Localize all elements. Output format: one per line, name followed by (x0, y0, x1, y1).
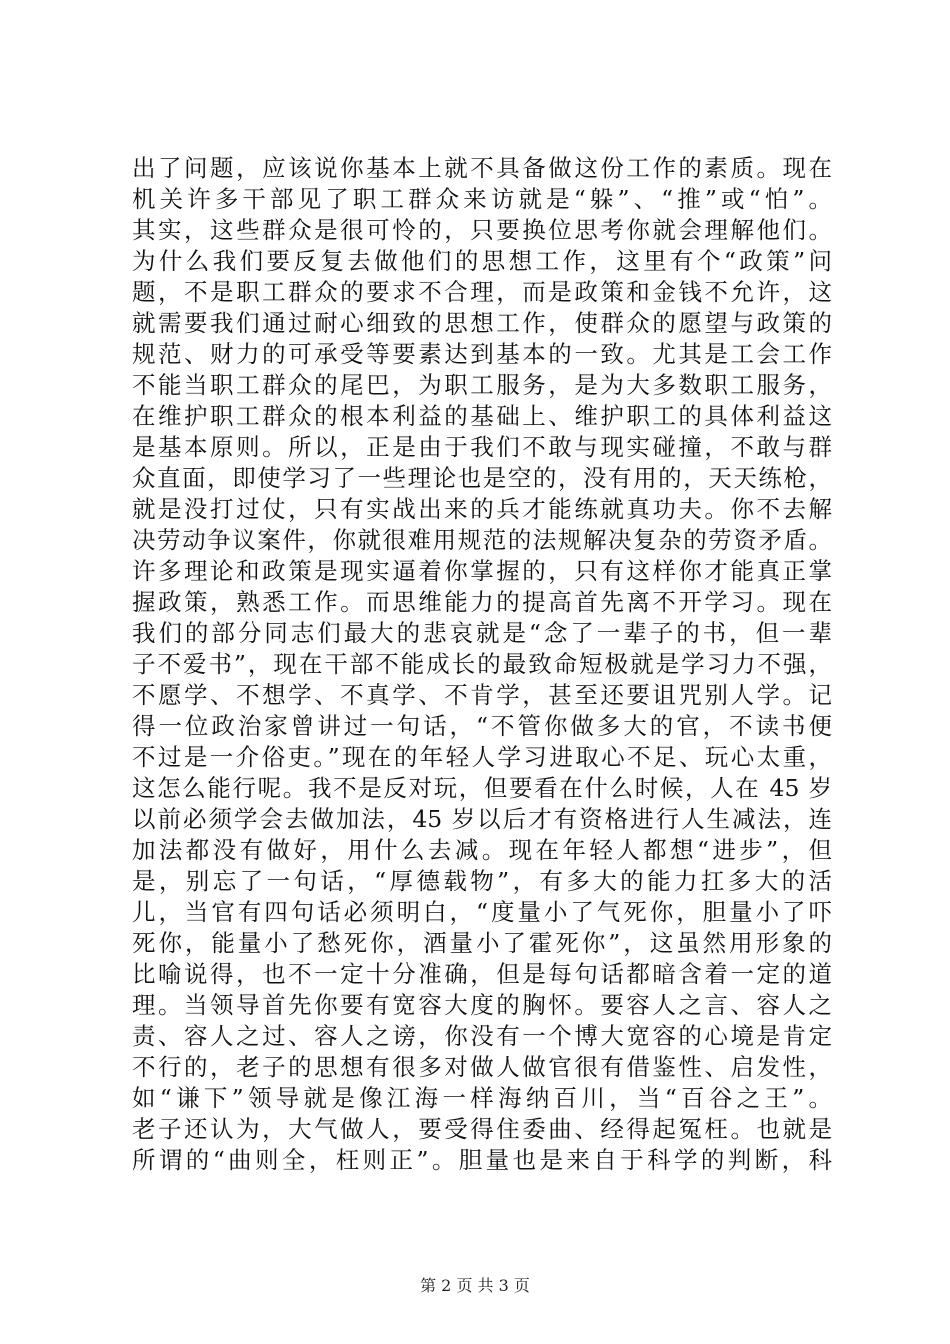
text-line: 题，不是职工群众的要求不合理，而是政策和金钱不允许，这 (132, 278, 832, 306)
text-line: 在维护职工群众的根本利益的基础上、维护职工的具体利益这 (132, 402, 832, 430)
text-line: 这怎么能行呢。我不是反对玩，但要看在什么时候，人在 45 岁 (132, 774, 832, 802)
text-line: 比喻说得，也不一定十分准确，但是每句话都暗含着一定的道 (132, 960, 832, 988)
body-text (132, 153, 832, 1176)
text-line: 许多理论和政策是现实逼着你掌握的，只有这样你才能真正掌 (132, 557, 832, 585)
text-line: 众直面，即使学习了一些理论也是空的，没有用的，天天练枪， (132, 464, 832, 492)
text-line: 规范、财力的可承受等要素达到基本的一致。尤其是工会工作 (132, 340, 832, 368)
text-line: 如“谦下”领导就是像江海一样海纳百川，当“百谷之王”。 (132, 1084, 832, 1112)
text-line: 得一位政治家曾讲过一句话，“不管你做多大的官，不读书便 (132, 712, 832, 740)
text-line: 为什么我们要反复去做他们的思想工作，这里有个“政策”问 (132, 247, 832, 275)
text-line: 以前必须学会去做加法，45 岁以后才有资格进行人生减法，连 (132, 805, 832, 833)
text-line: 责、容人之过、容人之谤，你没有一个博大宽容的心境是肯定 (132, 1022, 832, 1050)
text-line: 子不爱书”，现在干部不能成长的最致命短极就是学习力不强， (132, 650, 832, 678)
text-line: 机关许多干部见了职工群众来访就是“躲”、“推”或“怕”。 (132, 185, 832, 213)
text-line: 死你，能量小了愁死你，酒量小了霍死你”，这虽然用形象的 (132, 929, 832, 957)
text-line: 是，别忘了一句话，“厚德载物”，有多大的能力扛多大的活 (132, 867, 832, 895)
text-line: 不行的，老子的思想有很多对做人做官很有借鉴性、启发性， (132, 1053, 832, 1081)
text-line: 不过是一介俗吏。”现在的年轻人学习进取心不足、玩心太重， (132, 743, 832, 771)
text-line: 加法都没有做好，用什么去减。现在年轻人都想“进步”，但 (132, 836, 832, 864)
text-line: 出了问题，应该说你基本上就不具备做这份工作的素质。现在 (132, 154, 832, 182)
text-line: 我们的部分同志们最大的悲哀就是“念了一辈子的书，但一辈 (132, 619, 832, 647)
text-line: 是基本原则。所以，正是由于我们不敢与现实碰撞，不敢与群 (132, 433, 832, 461)
text-line: 就需要我们通过耐心细致的思想工作，使群众的愿望与政策的 (132, 309, 832, 337)
text-line: 握政策，熟悉工作。而思维能力的提高首先离不开学习。现在 (132, 588, 832, 616)
text-line: 就是没打过仗，只有实战出来的兵才能练就真功夫。你不去解 (132, 495, 832, 523)
text-line: 老子还认为，大气做人，要受得住委曲、经得起冤枉。也就是 (132, 1115, 832, 1143)
text-line: 所谓的“曲则全，枉则正”。胆量也是来自于科学的判断，科 (132, 1146, 832, 1174)
text-line: 其实，这些群众是很可怜的，只要换位思考你就会理解他们。 (132, 216, 832, 244)
page-number: 第 2 页 共 3 页 (420, 1276, 530, 1295)
page-footer (0, 1275, 950, 1297)
text-line: 理。当领导首先你要有宽容大度的胸怀。要容人之言、容人之 (132, 991, 832, 1019)
text-line: 不能当职工群众的尾巴，为职工服务，是为大多数职工服务， (132, 371, 832, 399)
text-line: 决劳动争议案件，你就很难用规范的法规解决复杂的劳资矛盾。 (132, 526, 832, 554)
text-line: 不愿学、不想学、不真学、不肯学，甚至还要诅咒别人学。记 (132, 681, 832, 709)
text-line: 儿，当官有四句话必须明白，“度量小了气死你，胆量小了吓 (132, 898, 832, 926)
